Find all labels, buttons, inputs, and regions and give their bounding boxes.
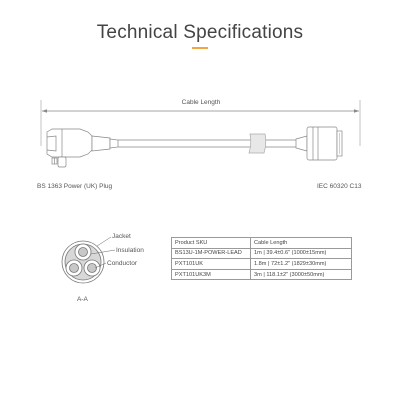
page-title: Technical Specifications (96, 22, 304, 43)
length-cell: 1.8m | 72±1.2" (1829±30mm) (251, 259, 352, 270)
table-row (172, 269, 352, 280)
right-connector-label: IEC 60320 C13 (317, 183, 362, 190)
sku-cell: PXT101UK3M (172, 269, 251, 280)
section-label: A-A (77, 296, 88, 303)
sku-cell: BS13U-1M-POWER-LEAD (172, 248, 251, 259)
length-cell: 1m | 39.4±0.6" (1000±15mm) (251, 248, 352, 259)
table-row (172, 259, 352, 270)
column-header: Cable Length (251, 238, 352, 249)
jacket-label: Jacket (112, 233, 131, 240)
sku-cell: PXT101UK (172, 259, 251, 270)
length-cell: 3m | 118.1±2" (3000±50mm) (251, 269, 352, 280)
iec-c13-connector (296, 127, 342, 160)
insulation-label: Insulation (116, 247, 144, 254)
column-header: Product SKU (172, 238, 251, 249)
cable (118, 134, 296, 153)
table-row (172, 248, 352, 259)
uk-plug (47, 129, 118, 167)
spec-table (171, 237, 352, 280)
dimension-label: Cable Length (181, 99, 221, 106)
left-connector-label: BS 1363 Power (UK) Plug (37, 183, 113, 190)
table-header-row (172, 238, 352, 249)
cable-cross-section (62, 241, 104, 283)
conductor-label: Conductor (107, 260, 137, 267)
